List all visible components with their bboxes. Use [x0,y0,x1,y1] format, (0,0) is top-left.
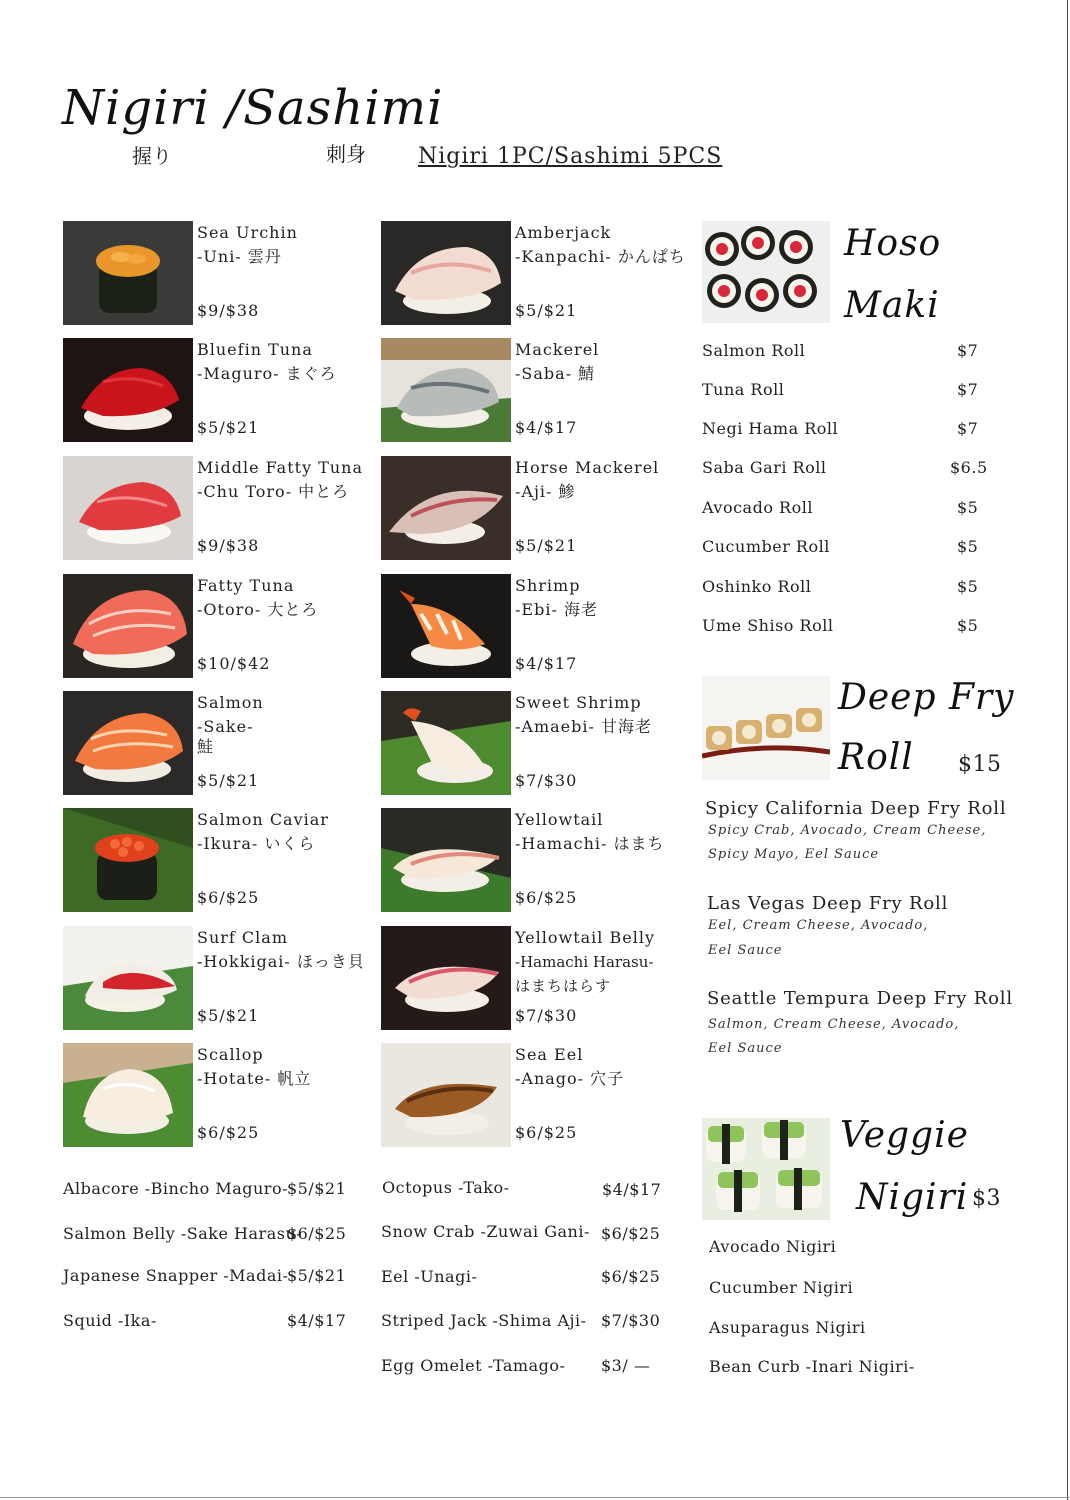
item-name: Sweet Shrimp [515,693,642,712]
menu-card-shrimp [381,574,681,678]
deepfry-item-desc: Spicy Mayo, Eel Sauce [708,847,880,862]
deepfry-item-desc: Eel, Cream Cheese, Avocado, [708,918,929,933]
deepfry-item-name: Las Vegas Deep Fry Roll [707,893,949,914]
veggie-item: Asuparagus Nigiri [709,1318,866,1337]
item-name: Mackerel [515,340,600,359]
menu-card-sweet-shrimp [381,691,681,795]
menu-card-bluefin-tuna [63,338,363,442]
mackerel-photo [381,338,511,442]
deepfry-title-line1: Deep Fry [838,677,1015,718]
hoso-item: Salmon Roll [702,341,806,360]
list-item: Squid -Ika- [63,1311,157,1330]
item-price: $6/$25 [197,888,260,907]
list-item: Eel -Unagi- [381,1267,478,1286]
menu-card-amberjack [381,221,686,325]
item-jp-name: -Hamachi Harasu- [515,953,654,971]
sea-urchin-photo [63,221,193,325]
deepfry-item-desc: Eel Sauce [708,1041,783,1056]
item-jp-name: -Aji- 鯵 [515,482,576,501]
veggie-item: Bean Curb -Inari Nigiri- [709,1357,915,1376]
yellowtail-photo [381,808,511,912]
hoso-title-line2: Maki [844,285,940,326]
list-item-price: $5/$21 [287,1179,347,1198]
item-jp-name: -Chu Toro- 中とろ [197,482,350,501]
title-jp-sashimi: 刺身 [326,142,366,166]
hoso-title-line1: Hoso [844,223,942,264]
hoso-item-price: $5 [957,577,979,596]
item-name: Salmon [197,693,264,712]
item-price: $5/$21 [515,536,578,555]
hoso-item: Tuna Roll [702,380,785,399]
list-item-price: $4/$17 [287,1311,347,1330]
item-price: $6/$25 [515,888,578,907]
menu-card-sea-eel [381,1043,681,1147]
menu-card-middle-fatty-tuna [63,456,363,560]
item-name: Fatty Tuna [197,576,295,595]
page-border-bottom [0,1497,1070,1498]
menu-card-fatty-tuna [63,574,363,678]
item-jp-name: -Maguro- まぐろ [197,364,337,383]
veggie-item: Avocado Nigiri [709,1237,837,1256]
item-jp-name: -Kanpachi- かんぱち [515,247,686,266]
menu-card-yellowtail [381,808,681,912]
item-price: $5/$21 [197,771,260,790]
hoso-item: Ume Shiso Roll [702,616,834,635]
deepfry-item-name: Seattle Tempura Deep Fry Roll [707,988,1013,1009]
item-price: $6/$25 [515,1123,578,1142]
item-jp-name: -Otoro- 大とろ [197,600,319,619]
hoso-item: Oshinko Roll [702,577,812,596]
item-name: Horse Mackerel [515,458,660,477]
deepfry-item-name: Spicy California Deep Fry Roll [705,798,1007,819]
veggie-title-line2: Nigiri [856,1177,969,1218]
item-price: $5/$21 [197,1006,260,1025]
horse-mackerel-photo [381,456,511,560]
deepfry-item-desc: Eel Sauce [708,943,783,958]
item-jp-name: -Uni- 雲丹 [197,247,282,266]
deepfry-item-desc: Salmon, Cream Cheese, Avocado, [708,1017,960,1032]
item-price: $6/$25 [197,1123,260,1142]
list-item-price: $6/$25 [601,1224,661,1243]
item-jp-name: -Hotate- 帆立 [197,1069,312,1088]
item-jp-name: -Sake- [197,717,254,736]
fatty-tuna-photo [63,574,193,678]
bluefin-tuna-photo [63,338,193,442]
item-jp-name: -Hokkigai- ほっき貝 [197,952,365,971]
item-price: $5/$21 [197,418,260,437]
item-name: Middle Fatty Tuna [197,458,364,477]
list-item-price: $6/$25 [601,1267,661,1286]
hoso-item: Avocado Roll [702,498,813,517]
hoso-item-price: $7 [957,419,979,438]
sweet-shrimp-photo [381,691,511,795]
item-name: Amberjack [515,223,612,242]
salmon-photo [63,691,193,795]
veggie-title-line1: Veggie [840,1115,969,1156]
menu-card-salmon-caviar [63,808,363,912]
deep-fry-roll-photo [702,676,830,780]
item-name: Yellowtail Belly [515,928,655,947]
list-item-price: $4/$17 [602,1180,662,1199]
hoso-maki-photo [702,221,830,323]
scallop-photo [63,1043,193,1147]
item-jp-name: -Hamachi- はまち [515,834,665,853]
item-price: $4/$17 [515,418,578,437]
item-jp-name: -Ebi- 海老 [515,600,598,619]
menu-card-yellowtail-belly [381,926,681,1030]
item-name: Salmon Caviar [197,810,329,829]
list-item-price: $6/$25 [287,1224,347,1243]
menu-card-scallop [63,1043,363,1147]
yellowtail-belly-photo [381,926,511,1030]
salmon-caviar-photo [63,808,193,912]
menu-card-horse-mackerel [381,456,681,560]
item-name: Surf Clam [197,928,288,947]
hoso-item-price: $5 [957,616,979,635]
list-item: Salmon Belly -Sake Harasu- [63,1224,303,1243]
veggie-item: Cucumber Nigiri [709,1278,854,1297]
list-item-price: $5/$21 [287,1266,347,1285]
item-name: Scallop [197,1045,264,1064]
list-item: Octopus -Tako- [382,1178,510,1197]
item-jp-kanji: 鮭 [197,737,215,756]
menu-card-mackerel [381,338,681,442]
list-item: Striped Jack -Shima Aji- [381,1311,587,1330]
item-price: $4/$17 [515,654,578,673]
menu-card-sea-urchin [63,221,363,325]
deepfry-item-desc: Spicy Crab, Avocado, Cream Cheese, [708,823,987,838]
list-item: Japanese Snapper -Madai- [63,1266,289,1285]
item-price: $5/$21 [515,301,578,320]
item-jp-name: -Saba- 鯖 [515,364,596,383]
veggie-price: $3 [972,1186,1001,1211]
deepfry-title-line2: Roll [838,737,914,778]
page-title: Nigiri /Sashimi [62,80,444,136]
item-name: Sea Urchin [197,223,298,242]
list-item-price: $7/$30 [601,1311,661,1330]
middle-fatty-tuna-photo [63,456,193,560]
hoso-item-price: $6.5 [950,458,988,477]
deepfry-price: $15 [958,752,1002,777]
item-price: $7/$30 [515,771,578,790]
item-price: $9/$38 [197,301,260,320]
surf-clam-photo [63,926,193,1030]
item-jp-kana: はまちはらす [515,977,612,995]
hoso-item: Cucumber Roll [702,537,830,556]
item-jp-name: -Ikura- いくら [197,834,316,853]
item-price: $9/$38 [197,536,260,555]
hoso-item: Negi Hama Roll [702,419,839,438]
list-item-price: $3/ — [601,1356,651,1375]
list-item: Egg Omelet -Tamago- [381,1356,566,1375]
menu-card-surf-clam [63,926,363,1030]
list-item: Albacore -Bincho Maguro- [63,1179,288,1198]
veggie-nigiri-photo [702,1118,830,1220]
item-name: Sea Eel [515,1045,584,1064]
title-jp-nigiri: 握り [132,144,172,168]
amberjack-photo [381,221,511,325]
list-item: Snow Crab -Zuwai Gani- [381,1222,590,1241]
item-jp-name: -Anago- 穴子 [515,1069,625,1088]
item-name: Bluefin Tuna [197,340,313,359]
sea-eel-photo [381,1043,511,1147]
item-name: Shrimp [515,576,581,595]
hoso-item-price: $5 [957,498,979,517]
item-price: $7/$30 [515,1006,578,1025]
hoso-item-price: $5 [957,537,979,556]
menu-card-salmon [63,691,363,795]
page-border-right [1067,0,1068,1500]
item-jp-name: -Amaebi- 甘海老 [515,717,652,736]
item-name: Yellowtail [515,810,604,829]
page-subtitle: Nigiri 1PC/Sashimi 5PCS [418,144,723,169]
item-price: $10/$42 [197,654,271,673]
hoso-item: Saba Gari Roll [702,458,827,477]
hoso-item-price: $7 [957,380,979,399]
shrimp-photo [381,574,511,678]
hoso-item-price: $7 [957,341,979,360]
